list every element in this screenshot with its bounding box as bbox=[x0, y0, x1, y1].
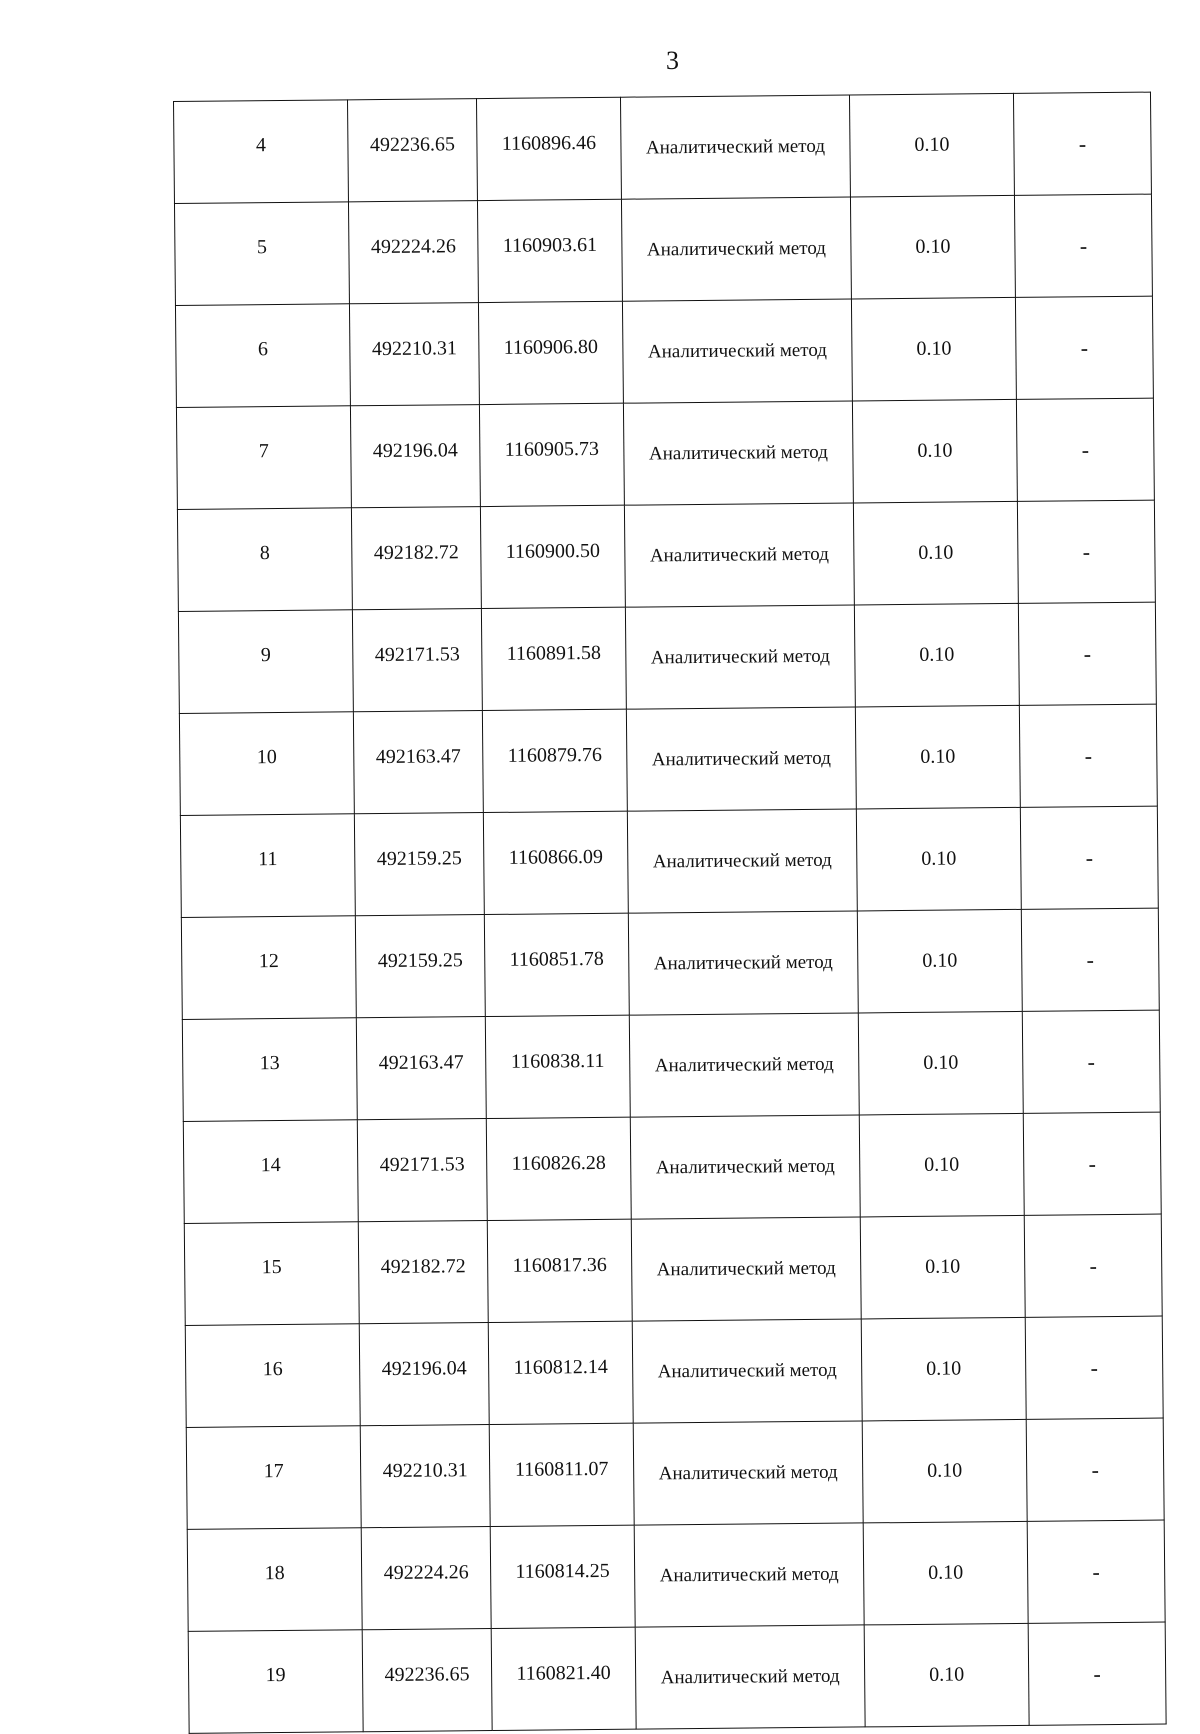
x-coordinate-cell: 492171.53 bbox=[352, 609, 482, 712]
y-coordinate-cell: 1160838.11 bbox=[485, 1015, 630, 1118]
method-cell: Аналитический метод bbox=[635, 1625, 865, 1729]
y-coordinate-cell: 1160866.09 bbox=[483, 811, 628, 914]
table-row bbox=[182, 1010, 1160, 1121]
page-number: 3 bbox=[666, 46, 679, 75]
method-cell: Аналитический метод bbox=[623, 401, 853, 505]
x-coordinate-cell: 492182.72 bbox=[358, 1221, 488, 1324]
note-cell: - bbox=[1025, 1316, 1163, 1419]
point-number-cell: 4 bbox=[174, 100, 349, 204]
method-cell: Аналитический метод bbox=[628, 911, 858, 1015]
point-number-cell: 19 bbox=[188, 1630, 363, 1734]
x-coordinate-cell: 492236.65 bbox=[347, 99, 477, 202]
method-cell: Аналитический метод bbox=[625, 605, 855, 709]
method-cell: Аналитический метод bbox=[627, 809, 857, 913]
y-coordinate-cell: 1160812.14 bbox=[488, 1321, 633, 1424]
method-cell: Аналитический метод bbox=[632, 1319, 862, 1423]
y-coordinate-cell: 1160851.78 bbox=[484, 913, 629, 1016]
x-coordinate-cell: 492210.31 bbox=[349, 303, 479, 406]
point-number-cell: 5 bbox=[174, 202, 349, 306]
method-cell: Аналитический метод bbox=[630, 1115, 860, 1219]
x-coordinate-cell: 492224.26 bbox=[348, 201, 478, 304]
note-cell: - bbox=[1028, 1622, 1166, 1725]
method-cell: Аналитический метод bbox=[622, 299, 852, 403]
accuracy-cell: 0.10 bbox=[852, 399, 1017, 503]
method-cell: Аналитический метод bbox=[626, 707, 856, 811]
x-coordinate-cell: 492163.47 bbox=[356, 1017, 486, 1120]
method-cell: Аналитический метод bbox=[633, 1421, 863, 1525]
accuracy-cell: 0.10 bbox=[863, 1521, 1028, 1625]
note-cell: - bbox=[1027, 1520, 1165, 1623]
note-cell: - bbox=[1013, 92, 1151, 195]
accuracy-cell: 0.10 bbox=[856, 807, 1021, 911]
note-cell: - bbox=[1017, 500, 1155, 603]
y-coordinate-cell: 1160879.76 bbox=[482, 709, 627, 812]
accuracy-cell: 0.10 bbox=[853, 501, 1018, 605]
table-row bbox=[178, 602, 1156, 713]
table-row bbox=[177, 500, 1155, 611]
y-coordinate-cell: 1160906.80 bbox=[478, 301, 623, 404]
table-row bbox=[184, 1214, 1162, 1325]
accuracy-cell: 0.10 bbox=[849, 93, 1014, 197]
method-cell: Аналитический метод bbox=[629, 1013, 859, 1117]
method-cell: Аналитический метод bbox=[621, 197, 851, 301]
note-cell: - bbox=[1026, 1418, 1164, 1521]
table-row bbox=[183, 1112, 1161, 1223]
y-coordinate-cell: 1160905.73 bbox=[479, 403, 624, 506]
point-number-cell: 15 bbox=[184, 1222, 359, 1326]
table-row bbox=[174, 92, 1152, 203]
point-number-cell: 14 bbox=[183, 1120, 358, 1224]
method-cell: Аналитический метод bbox=[620, 95, 850, 199]
y-coordinate-cell: 1160817.36 bbox=[487, 1219, 632, 1322]
method-cell: Аналитический метод bbox=[634, 1523, 864, 1627]
note-cell: - bbox=[1021, 908, 1159, 1011]
note-cell: - bbox=[1015, 296, 1153, 399]
note-cell: - bbox=[1022, 1010, 1160, 1113]
y-coordinate-cell: 1160900.50 bbox=[480, 505, 625, 608]
y-coordinate-cell: 1160811.07 bbox=[489, 1423, 634, 1526]
point-number-cell: 9 bbox=[178, 610, 353, 714]
table-row bbox=[176, 398, 1154, 509]
point-number-cell: 17 bbox=[186, 1426, 361, 1530]
accuracy-cell: 0.10 bbox=[857, 909, 1022, 1013]
accuracy-cell: 0.10 bbox=[855, 705, 1020, 809]
point-number-cell: 13 bbox=[182, 1018, 357, 1122]
accuracy-cell: 0.10 bbox=[862, 1419, 1027, 1523]
table-row bbox=[179, 704, 1157, 815]
note-cell: - bbox=[1023, 1112, 1161, 1215]
point-number-cell: 8 bbox=[177, 508, 352, 612]
y-coordinate-cell: 1160896.46 bbox=[476, 97, 621, 200]
table-row bbox=[187, 1520, 1165, 1631]
accuracy-cell: 0.10 bbox=[854, 603, 1019, 707]
table-body bbox=[174, 92, 1167, 1733]
note-cell: - bbox=[1019, 704, 1157, 807]
accuracy-cell: 0.10 bbox=[859, 1113, 1024, 1217]
table-row bbox=[174, 194, 1152, 305]
method-cell: Аналитический метод bbox=[631, 1217, 861, 1321]
point-number-cell: 12 bbox=[181, 916, 356, 1020]
point-number-cell: 18 bbox=[187, 1528, 362, 1632]
table-row bbox=[188, 1622, 1166, 1733]
note-cell: - bbox=[1014, 194, 1152, 297]
x-coordinate-cell: 492182.72 bbox=[351, 507, 481, 610]
point-number-cell: 7 bbox=[176, 406, 351, 510]
accuracy-cell: 0.10 bbox=[850, 195, 1015, 299]
accuracy-cell: 0.10 bbox=[861, 1317, 1026, 1421]
accuracy-cell: 0.10 bbox=[858, 1011, 1023, 1115]
table-row bbox=[181, 908, 1159, 1019]
accuracy-cell: 0.10 bbox=[860, 1215, 1025, 1319]
x-coordinate-cell: 492210.31 bbox=[360, 1425, 490, 1528]
y-coordinate-cell: 1160814.25 bbox=[490, 1525, 635, 1628]
method-cell: Аналитический метод bbox=[624, 503, 854, 607]
x-coordinate-cell: 492196.04 bbox=[350, 405, 480, 508]
accuracy-cell: 0.10 bbox=[864, 1623, 1029, 1727]
x-coordinate-cell: 492224.26 bbox=[361, 1527, 491, 1630]
x-coordinate-cell: 492159.25 bbox=[354, 813, 484, 916]
table-row bbox=[185, 1316, 1163, 1427]
accuracy-cell: 0.10 bbox=[851, 297, 1016, 401]
point-number-cell: 6 bbox=[175, 304, 350, 408]
point-number-cell: 10 bbox=[179, 712, 354, 816]
coordinates-table bbox=[173, 92, 1167, 1734]
note-cell: - bbox=[1016, 398, 1154, 501]
table-row bbox=[175, 296, 1153, 407]
y-coordinate-cell: 1160821.40 bbox=[491, 1627, 636, 1730]
table-row bbox=[180, 806, 1158, 917]
y-coordinate-cell: 1160826.28 bbox=[486, 1117, 631, 1220]
note-cell: - bbox=[1024, 1214, 1162, 1317]
x-coordinate-cell: 492236.65 bbox=[362, 1629, 492, 1732]
x-coordinate-cell: 492159.25 bbox=[355, 915, 485, 1018]
point-number-cell: 11 bbox=[180, 814, 355, 918]
table-row bbox=[186, 1418, 1164, 1529]
note-cell: - bbox=[1018, 602, 1156, 705]
y-coordinate-cell: 1160903.61 bbox=[477, 199, 622, 302]
x-coordinate-cell: 492163.47 bbox=[353, 711, 483, 814]
x-coordinate-cell: 492171.53 bbox=[357, 1119, 487, 1222]
point-number-cell: 16 bbox=[185, 1324, 360, 1428]
y-coordinate-cell: 1160891.58 bbox=[481, 607, 626, 710]
note-cell: - bbox=[1020, 806, 1158, 909]
x-coordinate-cell: 492196.04 bbox=[359, 1323, 489, 1426]
